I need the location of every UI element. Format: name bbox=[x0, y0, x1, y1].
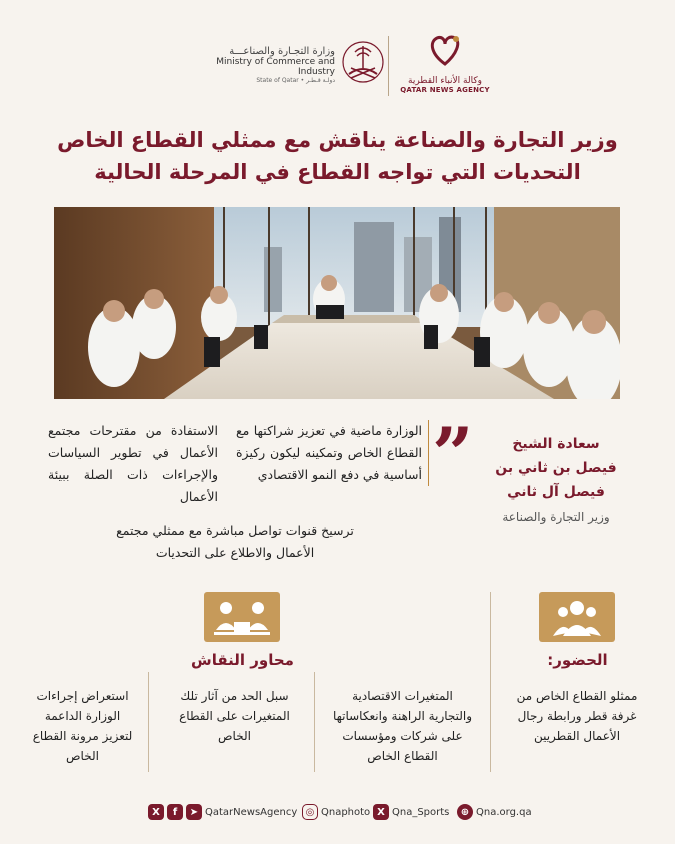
social-main[interactable] bbox=[148, 803, 297, 821]
social-website[interactable] bbox=[457, 803, 532, 821]
footer-social-bar bbox=[0, 796, 675, 826]
ministry-name-ar: وزارة التجـارة والصناعـــة bbox=[229, 46, 335, 57]
qatar-emblem-icon bbox=[341, 38, 385, 86]
people-icon bbox=[539, 592, 615, 642]
handle-main[interactable]: QatarNewsAgency bbox=[205, 806, 298, 818]
instagram-icon[interactable]: ◎ bbox=[302, 804, 318, 820]
discussion-title: محاور النقاش bbox=[191, 651, 294, 669]
speaker-name-line-2: فيصل بن ثاني بن bbox=[495, 460, 617, 476]
social-photo[interactable] bbox=[302, 803, 370, 821]
attendance-item: ممثلو القطاع الخاص من غرفة قطر ورابطة رجال الأعمال القطريين bbox=[516, 689, 638, 743]
ministry-name-en: Ministry of Commerce and Industry bbox=[216, 57, 335, 77]
headline-line-1: وزير التجارة والصناعة يناقش مع ممثلي القطاع الخاص bbox=[57, 128, 618, 152]
ministry-logo bbox=[205, 38, 385, 88]
globe-icon[interactable]: ⊕ bbox=[457, 804, 473, 820]
attendance-title: الحضور: bbox=[547, 651, 608, 669]
speaker-role: وزير التجارة والصناعة bbox=[502, 510, 610, 524]
telegram-icon[interactable]: ➤ bbox=[186, 804, 202, 820]
section-divider-1 bbox=[490, 592, 491, 772]
discussion-item-2: سبل الحد من آثار تلك المتغيرات على القطاع الخاص bbox=[179, 689, 290, 743]
discussion-item-3: استعراض إجراءات الوزارة الداعمة لتعزيز مرونة القطاع الخاص bbox=[32, 689, 133, 763]
quote-mark-icon: ” bbox=[432, 411, 474, 496]
quote-text-1: الوزارة ماضية في تعزيز شراكتها مع القطاع الخاص وتمكينه ليكون ركيزة أساسية في دفع النمو الاقتصادي bbox=[236, 420, 429, 486]
speaker-name bbox=[486, 432, 626, 504]
qna-logo bbox=[400, 30, 490, 100]
meeting-photo bbox=[54, 207, 620, 399]
speaker-name-line-1: سعادة الشيخ bbox=[512, 436, 600, 452]
x-sports-icon[interactable]: X bbox=[373, 804, 389, 820]
state-of-qatar: State of Qatar • دولـة قـطـر bbox=[256, 77, 335, 84]
x-icon[interactable]: X bbox=[148, 804, 164, 820]
qna-name-en: QATAR NEWS AGENCY bbox=[400, 86, 490, 94]
social-sports[interactable] bbox=[373, 803, 449, 821]
handle-photo[interactable]: Qnaphoto bbox=[321, 806, 371, 818]
section-divider-3 bbox=[148, 672, 149, 772]
speaker-name-line-3: فيصل آل ثاني bbox=[507, 484, 605, 500]
section-divider-2 bbox=[314, 672, 315, 772]
headline-line-2: التحديات التي تواجه القطاع في المرحلة الحالية bbox=[94, 160, 581, 184]
discussion-item-1: المتغيرات الاقتصادية والتجارية الراهنة وانعكاساتها على شركات ومؤسسات القطاع الخاص bbox=[332, 689, 473, 763]
facebook-icon[interactable]: f bbox=[167, 804, 183, 820]
quote-text-3: ترسيخ قنوات تواصل مباشرة مع ممثلي مجتمع الأعمال والاطلاع على التحديات bbox=[116, 523, 354, 560]
quote-text-2: الاستفادة من مقترحات مجتمع الأعمال في تطوير السياسات والإجراءات ذات الصلة ببيئة الأعمال bbox=[48, 423, 218, 504]
discussion-icon bbox=[204, 592, 280, 642]
qna-logo-icon bbox=[425, 30, 465, 70]
handle-sports[interactable]: Qna_Sports bbox=[392, 806, 450, 818]
qna-name-ar: وكالة الأنباء القطرية bbox=[408, 76, 482, 86]
website[interactable]: Qna.org.qa bbox=[476, 806, 532, 818]
header-divider bbox=[388, 36, 389, 96]
